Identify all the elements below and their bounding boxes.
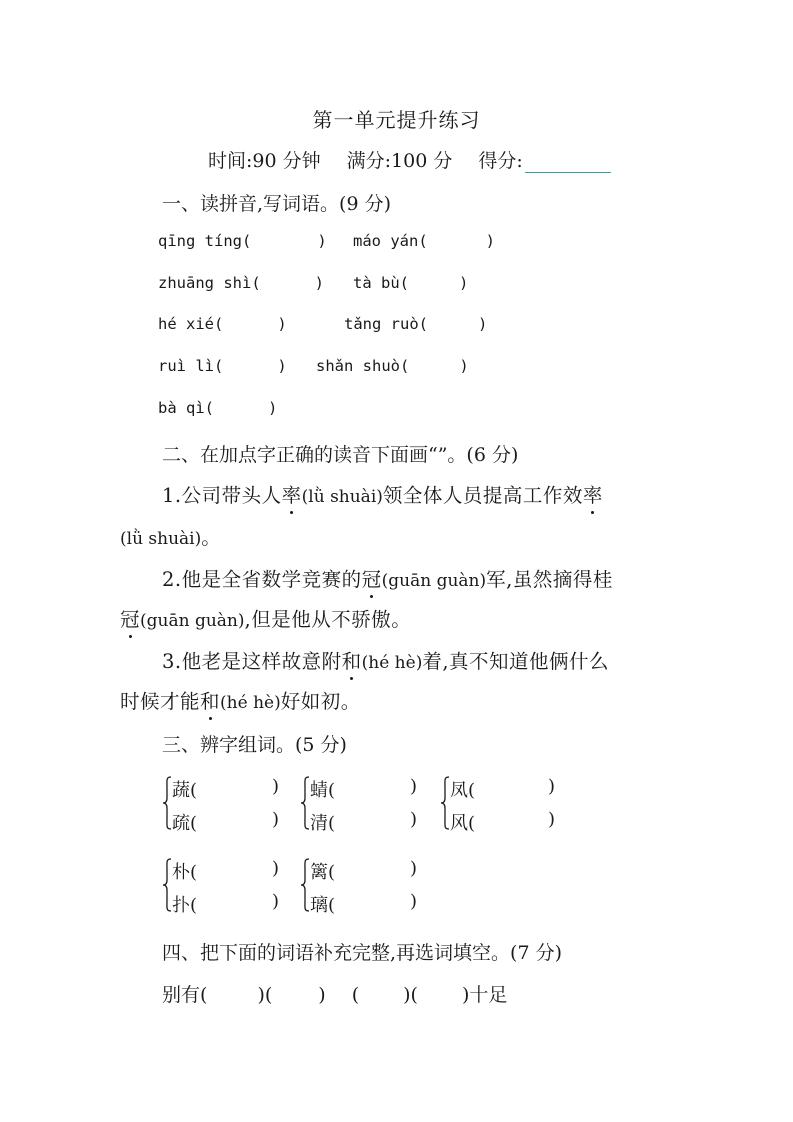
dotted-char: 冠 <box>120 604 140 632</box>
section-4-heading: 四、把下面的词语补充完整,再选词填空。(7 分) <box>162 942 562 964</box>
question-1-line-2: (lǜ shuài)。 <box>120 526 222 549</box>
char-row[interactable]: 朴( ) <box>172 858 280 883</box>
exam-meta <box>208 146 611 173</box>
question-3-line-1: 3.他老是这样故意附和(hé hè)着,真不知道他俩什么 <box>162 646 609 674</box>
char-group <box>300 776 418 836</box>
idiom-fill-line: 别有( )( ) ( )( )十足 <box>162 980 507 1007</box>
section-3-heading: 三、辨字组词。(5 分) <box>162 734 347 756</box>
char-row[interactable]: 篱( ) <box>310 858 418 883</box>
char-group <box>162 776 280 836</box>
reading-options[interactable]: (guān guàn) <box>381 571 487 591</box>
char-group <box>300 858 418 918</box>
char-row[interactable]: 蜻( ) <box>310 776 418 801</box>
pinyin-item[interactable]: hé xié( ) <box>158 315 287 333</box>
reading-options[interactable]: (lǜ shuài) <box>301 487 383 507</box>
score-field[interactable] <box>525 152 611 173</box>
pinyin-item[interactable]: qīng tíng( ) <box>158 232 327 250</box>
dotted-char: 和 <box>342 646 362 674</box>
reading-options[interactable]: (hé hè) <box>220 693 281 713</box>
char-row[interactable]: 璃( ) <box>310 891 418 916</box>
brace-icon <box>162 858 172 912</box>
char-row[interactable]: 凤( ) <box>450 776 556 801</box>
reading-options[interactable]: (guān guàn) <box>140 611 245 631</box>
char-row[interactable]: 风( ) <box>450 809 556 834</box>
pinyin-item[interactable]: máo yán( ) <box>353 232 496 250</box>
score-label: 得分: <box>478 150 523 172</box>
question-2-line-2: 冠(guān guàn),但是他从不骄傲。 <box>120 604 411 632</box>
char-row[interactable]: 蔬( ) <box>172 776 280 801</box>
brace-icon <box>440 776 450 830</box>
time-label: 时间:90 分钟 <box>208 150 321 172</box>
idiom-prefix: 别有 <box>162 984 201 1006</box>
dotted-char: 冠 <box>362 564 382 592</box>
pinyin-item[interactable]: bà qì( ) <box>158 399 278 417</box>
question-1-line-1: 1.公司带头人率(lǜ shuài)领全体人员提高工作效率 <box>162 480 603 508</box>
full-score-label: 满分:100 分 <box>346 150 453 172</box>
reading-options[interactable]: (hé hè) <box>361 653 423 673</box>
section-2-heading: 二、在加点字正确的读音下面画“”。(6 分) <box>162 444 519 466</box>
char-row[interactable]: 扑( ) <box>172 891 280 916</box>
char-group <box>440 776 558 836</box>
reading-options[interactable]: (lǜ shuài) <box>120 529 202 549</box>
pinyin-item[interactable]: tǎng ruò( ) <box>344 315 488 333</box>
question-3-line-2: 时候才能和(hé hè)好如初。 <box>120 686 361 714</box>
char-row[interactable]: 疏( ) <box>172 809 280 834</box>
pinyin-item[interactable]: shǎn shuò( ) <box>316 357 469 375</box>
pinyin-item[interactable]: zhuāng shì( ) <box>158 274 325 292</box>
question-2-line-1: 2.他是全省数学竞赛的冠(guān guàn)军,虽然摘得桂 <box>162 564 613 592</box>
brace-icon <box>300 858 310 912</box>
brace-icon <box>162 776 172 830</box>
char-row[interactable]: 清( ) <box>310 809 418 834</box>
dotted-char: 和 <box>200 686 220 714</box>
dotted-char: 率 <box>282 480 302 508</box>
page-title: 第一单元提升练习 <box>312 108 481 132</box>
idiom-suffix: 十足 <box>469 984 508 1006</box>
pinyin-item[interactable]: ruì lì( ) <box>158 357 287 375</box>
char-group <box>162 858 280 918</box>
section-1-heading: 一、读拼音,写词语。(9 分) <box>162 193 391 215</box>
brace-icon <box>300 776 310 830</box>
dotted-char: 率 <box>583 480 603 508</box>
pinyin-item[interactable]: tà bù( ) <box>353 274 469 292</box>
